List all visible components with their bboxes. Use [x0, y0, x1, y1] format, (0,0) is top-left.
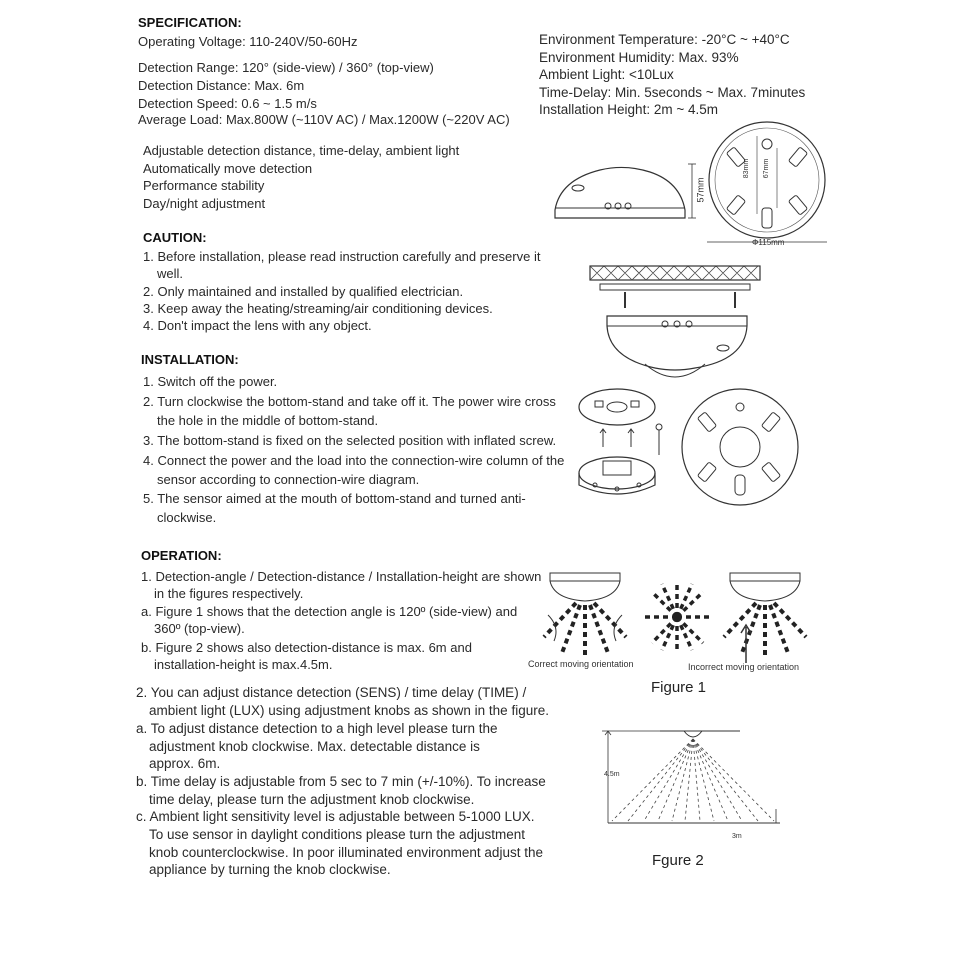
- dim-inner2-label: 67mm: [763, 158, 771, 179]
- operation-line2: 2. You can adjust distance detection (SENS) / time delay (TIME) /: [136, 685, 527, 700]
- installation-line: 5. The sensor aimed at the mouth of bottom-stand and turned anti-: [143, 491, 526, 506]
- figure2-detection-diagram: [600, 725, 785, 825]
- figure2-caption: Fgure 2: [652, 852, 704, 869]
- installation-line: sensor according to connection-wire diagram.: [157, 472, 420, 487]
- bottom-stand-top-view: [680, 385, 800, 510]
- figure2-distance-label: 3m: [732, 833, 742, 840]
- operation-line: installation-height is max.4.5m.: [154, 657, 333, 672]
- figure1-top-view: [640, 580, 715, 655]
- operation-line2: knob counterclockwise. In poor illuminated environment adjust the: [149, 845, 543, 860]
- dim-height-label: 57mm: [695, 177, 706, 203]
- ceiling-mount-illustration: [585, 262, 765, 382]
- operation-line: a. Figure 1 shows that the detection angle is 120º (side-view) and: [141, 604, 518, 619]
- operation-line2: adjustment knob clockwise. Max. detectable distance is: [149, 739, 480, 754]
- caution-line: 1. Before installation, please read instruction carefully and preserve it: [143, 249, 541, 264]
- caution-line: 4. Don't impact the lens with any object.: [143, 318, 372, 333]
- dim-inner1-label: 83mm: [743, 158, 751, 179]
- figure2-height-label: 4.5m: [604, 771, 620, 778]
- installation-line: 4. Connect the power and the load into the connection-wire column of the: [143, 453, 565, 468]
- caution-line: 3. Keep away the heating/streaming/air conditioning devices.: [143, 301, 493, 316]
- installation-line: clockwise.: [157, 510, 217, 525]
- spec-right-line: Environment Humidity: Max. 93%: [539, 50, 739, 65]
- operation-line2: a. To adjust distance detection to a high level please turn the: [136, 721, 498, 736]
- installation-line: 2. Turn clockwise the bottom-stand and take off it. The power wire cross: [143, 394, 556, 409]
- sensor-side-view: [550, 160, 700, 230]
- spec-right-line: Ambient Light: <10Lux: [539, 67, 674, 82]
- spec-right-line: Environment Temperature: -20°C ~ +40°C: [539, 32, 790, 47]
- operation-line2: approx. 6m.: [149, 756, 221, 771]
- operation-line: 360º (top-view).: [154, 621, 245, 636]
- spec-right-line: Time-Delay: Min. 5seconds ~ Max. 7minutes: [539, 85, 806, 100]
- operation-line: b. Figure 2 shows also detection-distance is max. 6m and: [141, 640, 472, 655]
- dim-diameter-label: Φ115mm: [752, 238, 785, 247]
- operation-line: 1. Detection-angle / Detection-distance / Installation-height are shown: [141, 569, 542, 584]
- spec-right-line: Installation Height: 2m ~ 4.5m: [539, 102, 718, 117]
- spec-line: Operating Voltage: 110-240V/50-60Hz: [138, 34, 358, 49]
- figure1-incorrect-side-view: [720, 565, 810, 665]
- operation-line2: appliance by turning the knob clockwise.: [149, 862, 391, 877]
- operation-heading: OPERATION:: [141, 548, 222, 563]
- installation-line: 3. The bottom-stand is fixed on the selected position with inflated screw.: [143, 433, 557, 448]
- operation-line2: c. Ambient light sensitivity level is adjustable between 5-1000 LUX.: [136, 809, 535, 824]
- spec-heading: SPECIFICATION:: [138, 15, 242, 30]
- feature-line: Day/night adjustment: [143, 196, 266, 211]
- figure1-caption: Figure 1: [651, 679, 707, 696]
- operation-line2: time delay, please turn the adjustment knob clockwise.: [149, 792, 475, 807]
- sensor-top-view: [705, 118, 830, 248]
- feature-line: Adjustable detection distance, time-delay, ambient light: [143, 143, 460, 158]
- operation-line: in the figures respectively.: [154, 586, 304, 601]
- spec-line: Detection Distance: Max. 6m: [138, 78, 305, 93]
- caution-heading: CAUTION:: [143, 230, 207, 245]
- spec-line: Average Load: Max.800W (~110V AC) / Max.1200W (~220V AC): [138, 112, 510, 127]
- figure1-incorrect-label: Incorrect moving orientation: [688, 662, 800, 672]
- caution-line: well.: [157, 266, 184, 281]
- operation-line2: b. Time delay is adjustable from 5 sec to 7 min (+/-10%). To increase: [136, 774, 546, 789]
- installation-line: the hole in the middle of bottom-stand.: [157, 413, 379, 428]
- bottom-stand-exploded-view: [575, 385, 675, 505]
- installation-line: 1. Switch off the power.: [143, 374, 278, 389]
- figure1-correct-side-view: [540, 565, 630, 660]
- spec-line: Detection Range: 120° (side-view) / 360° (top-view): [138, 60, 434, 75]
- operation-line2: To use sensor in daylight conditions please turn the adjustment: [149, 827, 525, 842]
- feature-line: Performance stability: [143, 178, 265, 193]
- feature-line: Automatically move detection: [143, 161, 313, 176]
- figure1-correct-label: Correct moving orientation: [528, 659, 634, 669]
- operation-line2: ambient light (LUX) using adjustment knobs as shown in the figure.: [149, 703, 549, 718]
- spec-line: Detection Speed: 0.6 ~ 1.5 m/s: [138, 96, 317, 111]
- installation-heading: INSTALLATION:: [141, 352, 239, 367]
- caution-line: 2. Only maintained and installed by qualified electrician.: [143, 284, 464, 299]
